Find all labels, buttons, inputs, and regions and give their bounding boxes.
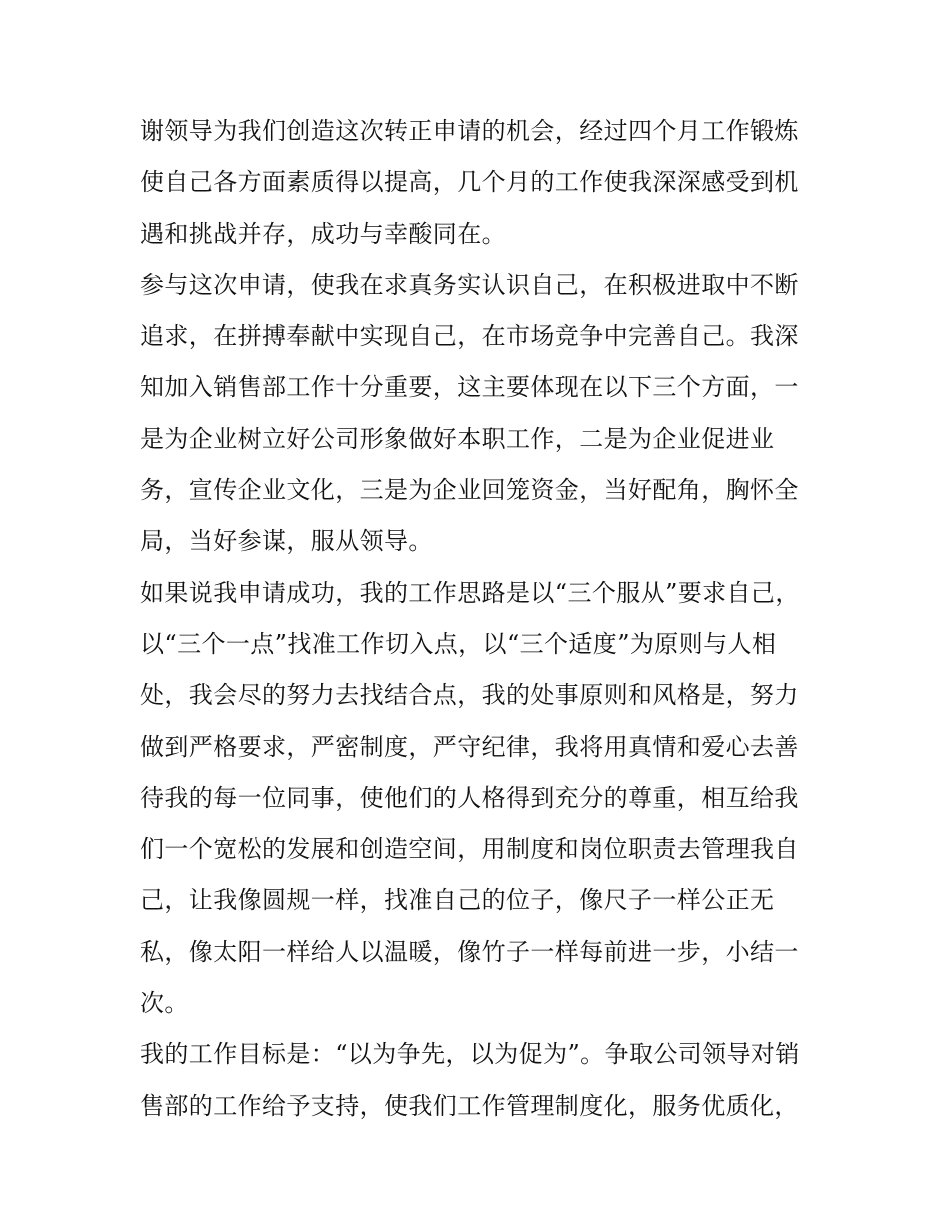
text-line: 参与这次申请，使我在求真务实认识自己，在积极进取中不断 xyxy=(140,270,799,299)
text-line: 处，我会尽的努力去找结合点，我的处事原则和风格是，努力 xyxy=(140,681,799,710)
text-line: 是为企业树立好公司形象做好本职工作，二是为企业促进业 xyxy=(140,424,775,453)
text-line: 遇和挑战并存，成功与幸酸同在。 xyxy=(140,219,506,248)
text-line: 们一个宽松的发展和创造空间，用制度和岗位职责去管理我自 xyxy=(140,835,799,864)
text-line: 售部的工作给予支持，使我们工作管理制度化，服务优质化， xyxy=(140,1091,799,1120)
text-line: 我的工作目标是：“以为争先，以为促为”。争取公司领导对销 xyxy=(140,1040,800,1069)
text-line: 私，像太阳一样给人以温暖，像竹子一样每前进一步，小结一 xyxy=(140,937,799,966)
text-line: 局，当好参谋，服从领导。 xyxy=(140,527,433,556)
text-line: 次。 xyxy=(140,989,189,1018)
document-body xyxy=(140,106,820,1132)
text-line: 谢领导为我们创造这次转正申请的机会，经过四个月工作锻炼 xyxy=(140,117,799,145)
text-line: 追求，在拼搏奉献中实现自己，在市场竞争中完善自己。我深 xyxy=(140,322,799,351)
text-line: 待我的每一位同事，使他们的人格得到充分的尊重，相互给我 xyxy=(140,783,799,812)
text-line: 以“三个一点”找准工作切入点，以“三个适度”为原则与人相 xyxy=(140,629,777,658)
text-line: 知加入销售部工作十分重要，这主要体现在以下三个方面，一 xyxy=(140,373,799,402)
text-line: 做到严格要求，严密制度，严守纪律，我将用真情和爱心去善 xyxy=(140,732,799,761)
text-line: 务，宣传企业文化，三是为企业回笼资金，当好配角，胸怀全 xyxy=(140,476,799,505)
text-line: 如果说我申请成功，我的工作思路是以“三个服从”要求自己， xyxy=(140,578,800,607)
text-line: 己，让我像圆规一样，找准自己的位子，像尺子一样公正无 xyxy=(140,886,775,915)
text-line: 使自己各方面素质得以提高，几个月的工作使我深深感受到机 xyxy=(140,168,799,197)
